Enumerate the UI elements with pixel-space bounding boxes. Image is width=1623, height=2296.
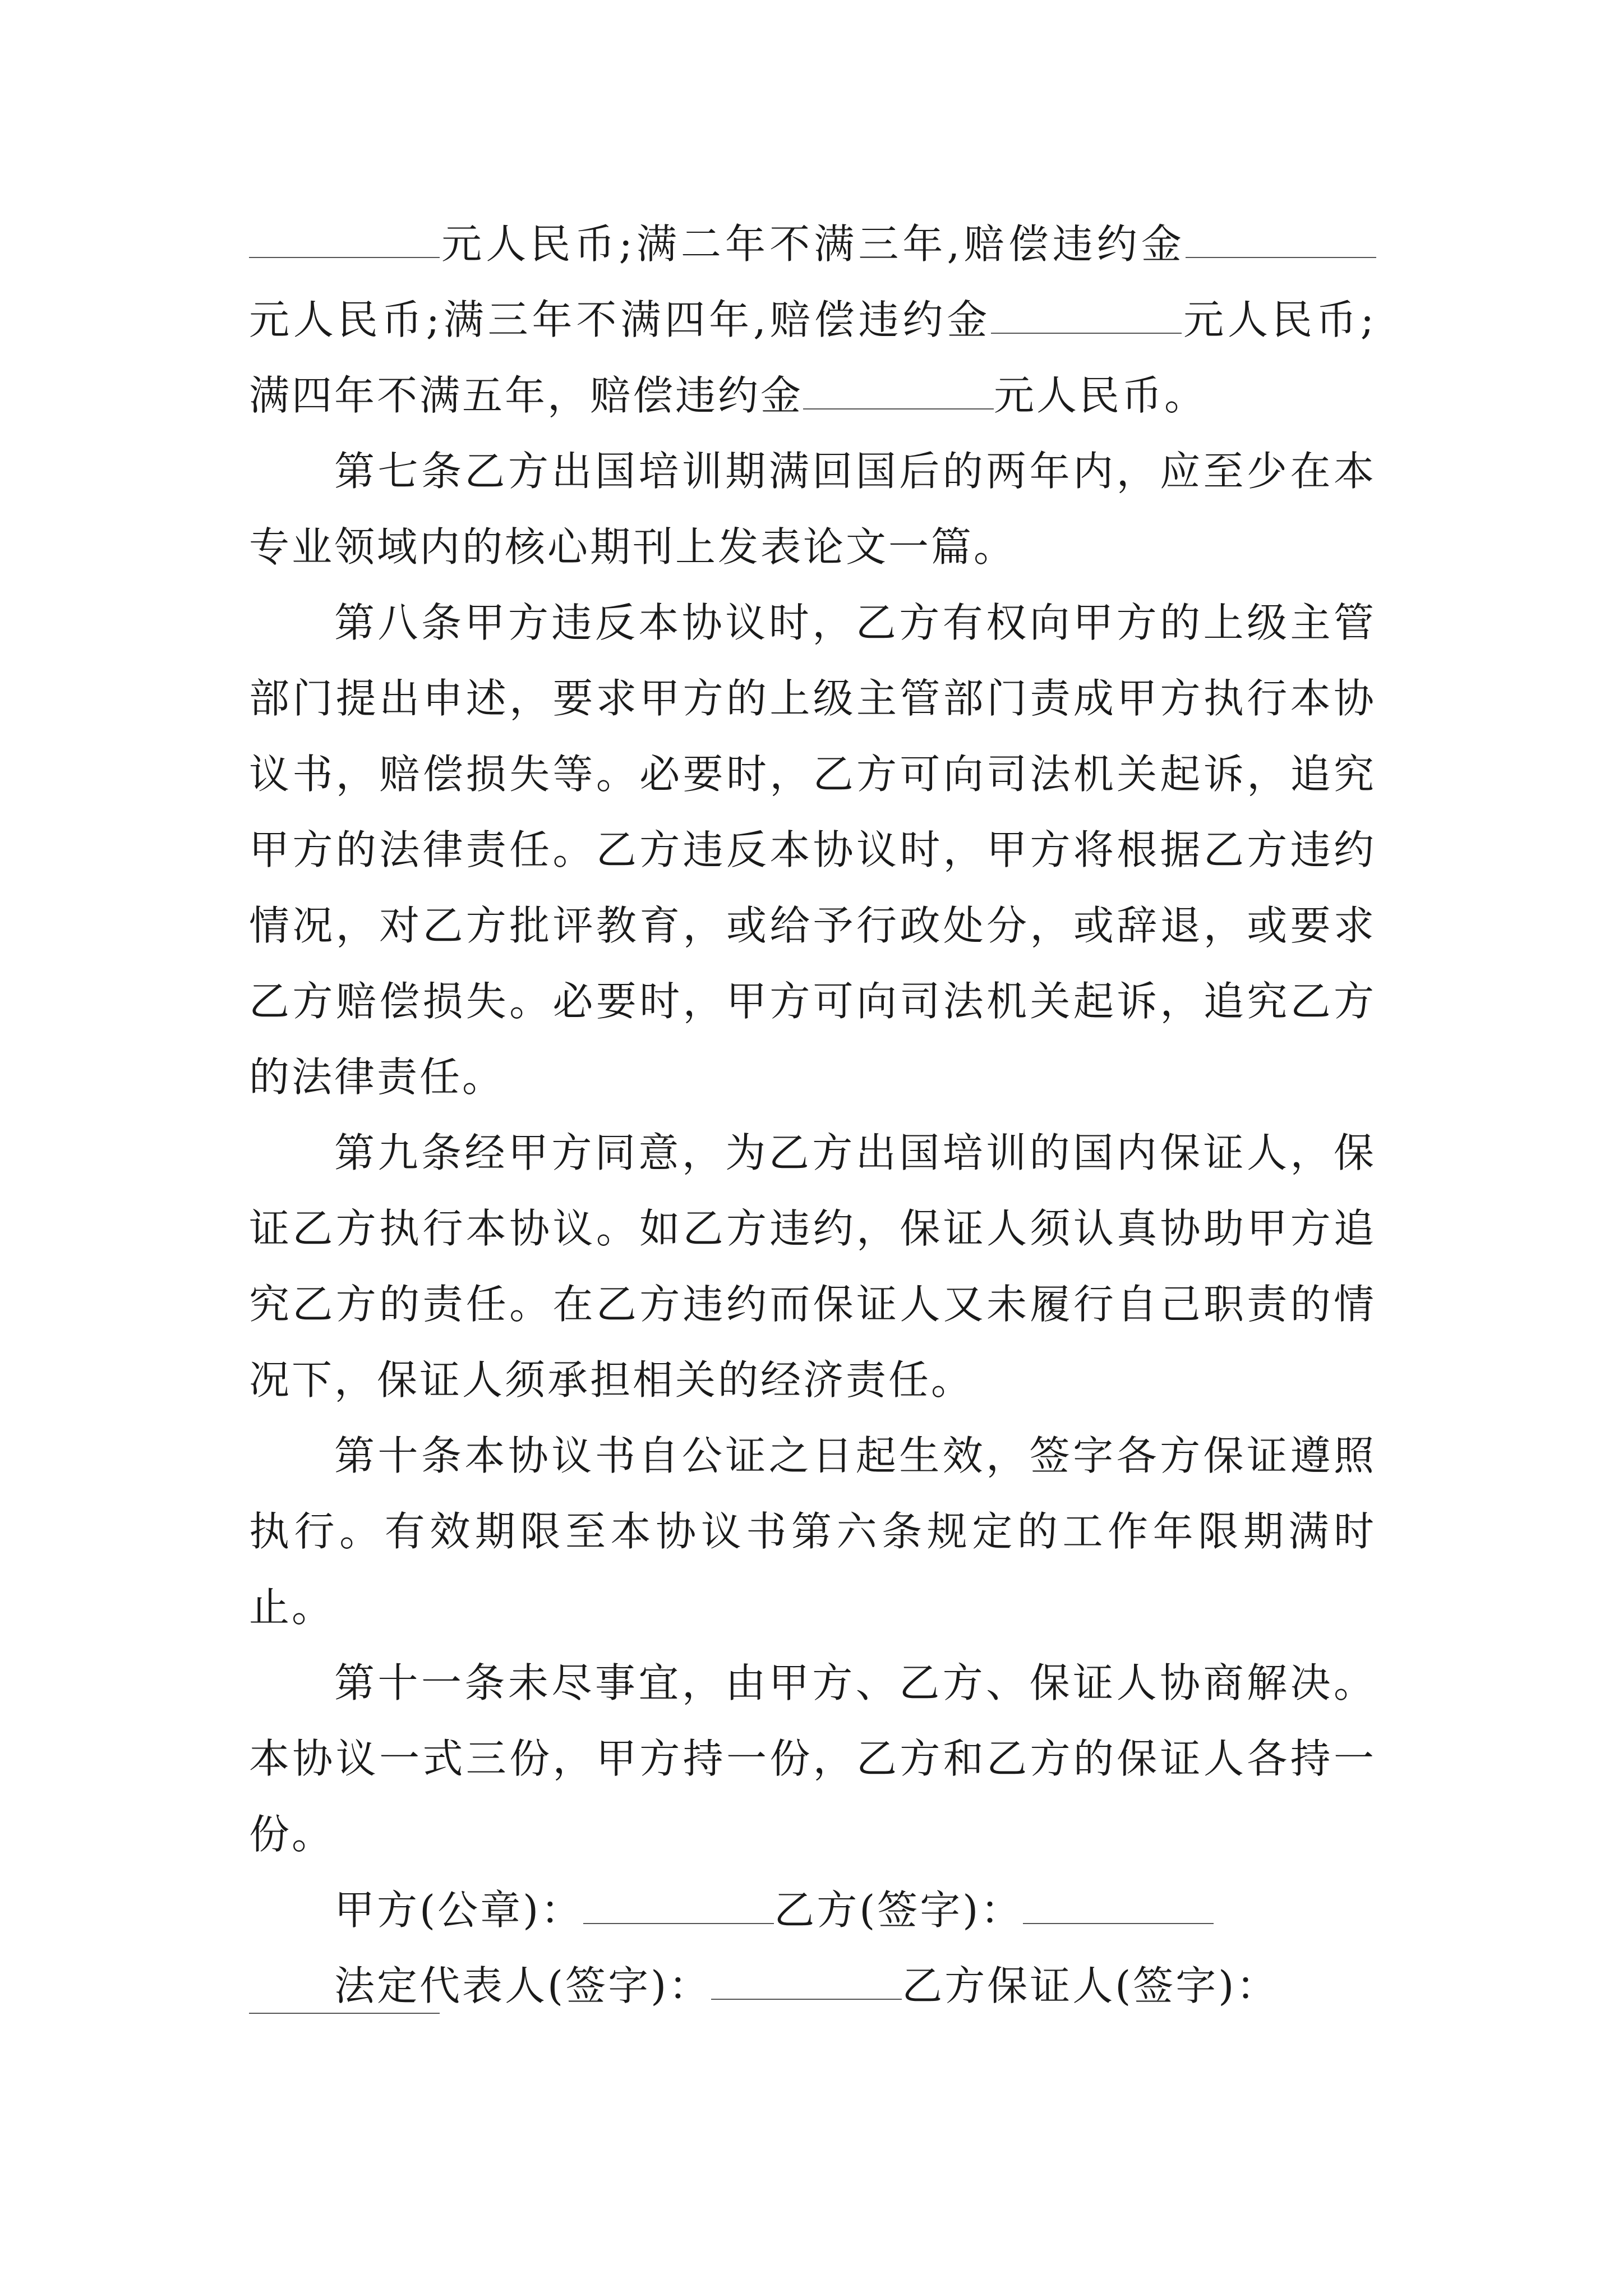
party-b-signature-label: 乙方(签字)： bbox=[774, 1887, 1023, 1934]
clause-text: 元人民币;满二年不满三年,赔偿违约金 bbox=[440, 220, 1186, 268]
legal-rep-signature-blank bbox=[711, 1958, 902, 2000]
payment-clause-continuation bbox=[249, 206, 1376, 434]
article-10: 第十条本协议书自公证之日起生效，签字各方保证遵照执行。有效期限至本协议书第六条规定的工作年限期满时止。 bbox=[249, 1432, 1376, 1631]
clause-text: 元人民币;满四年不满五年，赔偿违约金 bbox=[249, 296, 1376, 419]
party-a-seal-label: 甲方(公章)： bbox=[334, 1887, 584, 1934]
guarantor-signature-blank bbox=[249, 2013, 440, 2014]
article-11: 第十一条未尽事宜，由甲方、乙方、保证人协商解决。本协议一式三份，甲方持一份，乙方和乙方的保证人各持一份。 bbox=[249, 1659, 1376, 1858]
blank-line bbox=[1186, 217, 1376, 258]
clause-text: 元人民币。 bbox=[994, 372, 1207, 419]
blank-line bbox=[803, 368, 994, 409]
party-a-seal-blank bbox=[583, 1883, 774, 1924]
legal-rep-signature-label: 法定代表人(签字)： bbox=[334, 1962, 712, 2009]
document-body bbox=[249, 206, 1376, 2024]
guarantor-signature-label: 乙方保证人(签字)： bbox=[902, 1962, 1279, 2009]
blank-line bbox=[991, 292, 1182, 334]
blank-line bbox=[249, 217, 440, 258]
article-8: 第八条甲方违反本协议时，乙方有权向甲方的上级主管部门提出申述，要求甲方的上级主管部门责成甲方执行本协议书，赔偿损失等。必要时，乙方可向司法机关起诉，追究甲方的法律责任。乙方违反本协议时，甲方将根据乙方违约情况，对乙方批评教育，或给予行政处分，或辞退，或要求乙方赔偿损失。必要时，甲方可向司法机关起诉，追究乙方的法律责任。 bbox=[249, 599, 1376, 1101]
article-7: 第七条乙方出国培训期满回国后的两年内，应至少在本专业领域内的核心期刊上发表论文一篇。 bbox=[249, 448, 1376, 570]
article-9: 第九条经甲方同意，为乙方出国培训的国内保证人，保证乙方执行本协议。如乙方违约，保证人须认真协助甲方追究乙方的责任。在乙方违约而保证人又未履行自己职责的情况下，保证人须承担相关的经济责任。 bbox=[249, 1129, 1376, 1404]
party-b-signature-blank bbox=[1023, 1883, 1214, 1924]
signature-row-1 bbox=[249, 1872, 1376, 1948]
clause-text: 元人民币;满三年不满四年,赔偿违约金 bbox=[249, 296, 992, 343]
